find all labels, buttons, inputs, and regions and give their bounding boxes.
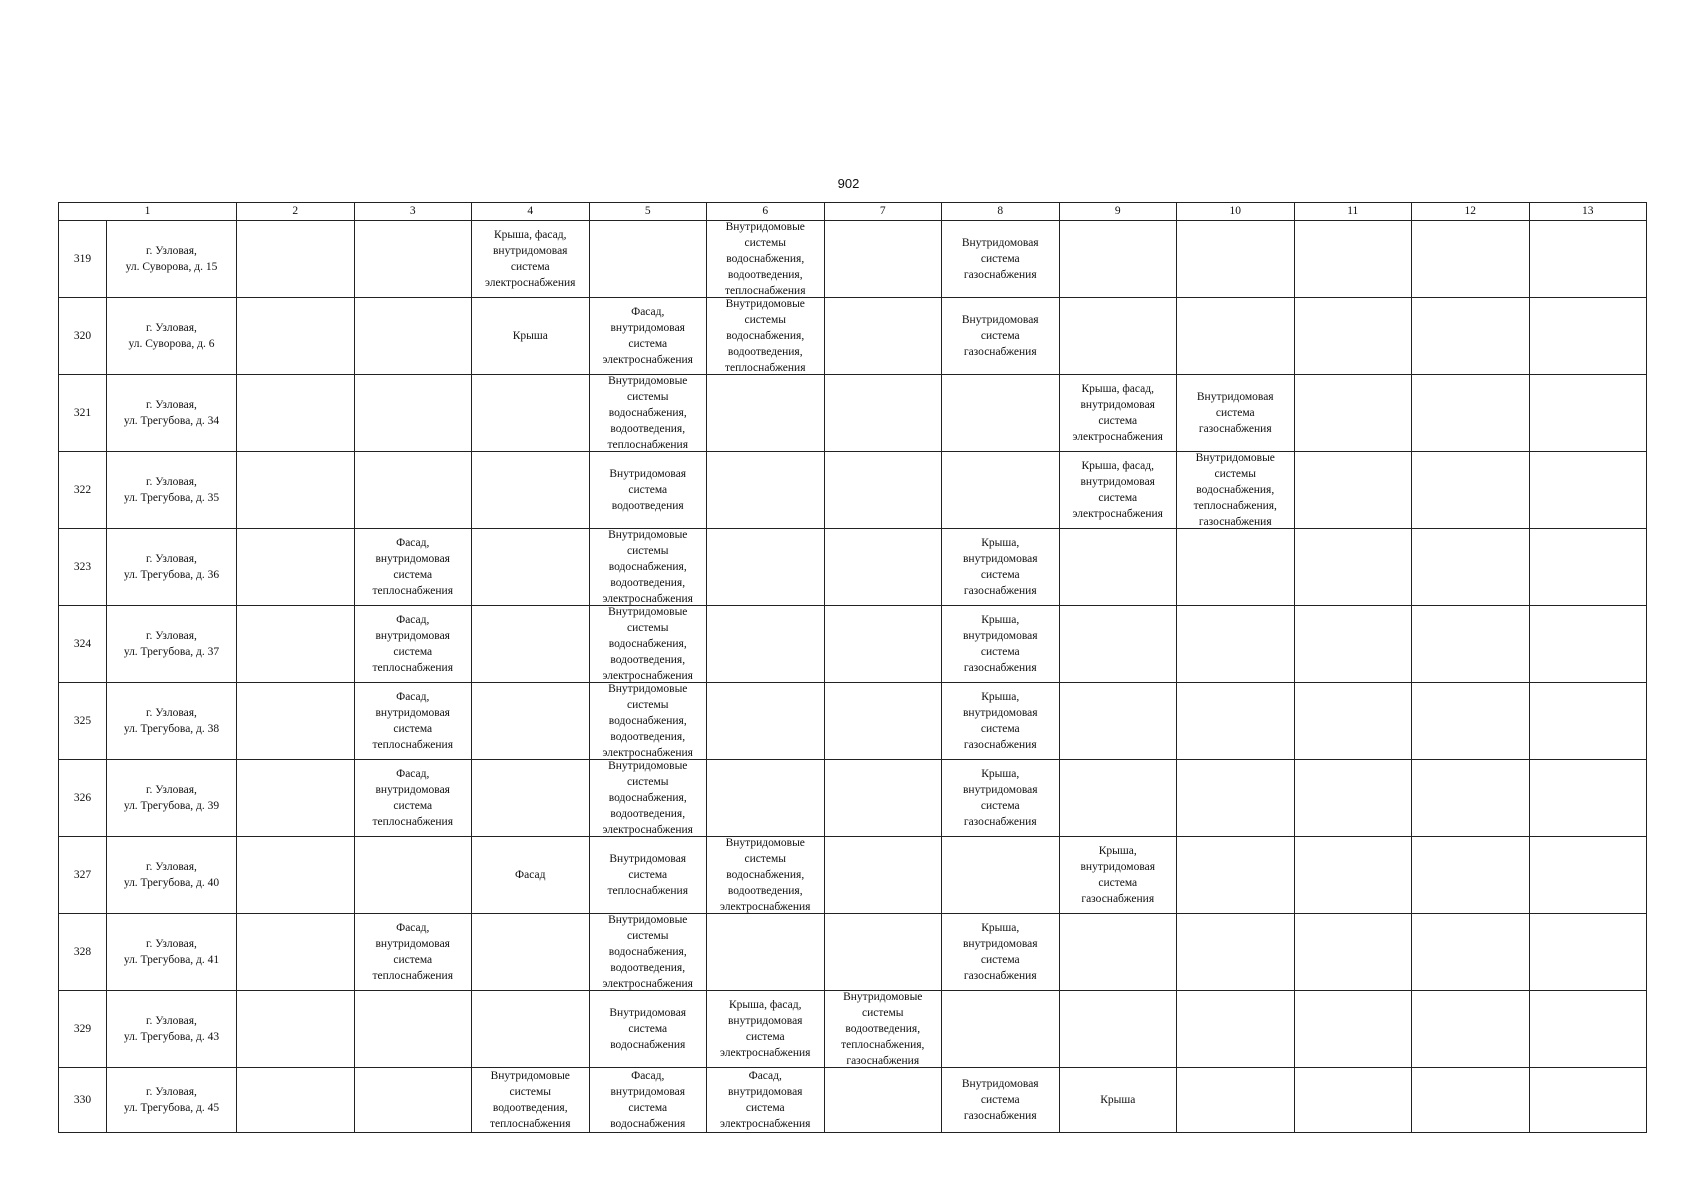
schedule-cell-col-6	[707, 760, 825, 837]
column-header-3: 3	[354, 203, 472, 221]
column-header-2: 2	[237, 203, 355, 221]
table-row	[59, 606, 1647, 683]
schedule-cell-col-12	[1412, 298, 1530, 375]
column-header-5: 5	[589, 203, 707, 221]
table-row	[59, 375, 1647, 452]
schedule-cell-col-2	[237, 452, 355, 529]
work-type-text: Внутридомовые системы водоснабжения, водоотведения, электроснабжения	[602, 529, 693, 605]
work-type-text: Внутридомовые системы водоотведения, теплоснабжения, газоснабжения	[841, 991, 925, 1067]
schedule-cell-col-2	[237, 1068, 355, 1133]
work-type-text: Фасад, внутридомовая система теплоснабжения	[372, 691, 453, 751]
header-row	[59, 203, 1647, 221]
schedule-cell-col-5	[589, 1068, 707, 1133]
schedule-cell-col-10	[1177, 298, 1295, 375]
work-type-text: Внутридомовая система теплоснабжения	[607, 853, 688, 897]
schedule-cell-col-10	[1177, 529, 1295, 606]
schedule-cell-col-10	[1177, 760, 1295, 837]
work-type-text: Крыша, фасад, внутридомовая система электроснабжения	[485, 229, 576, 289]
row-number: 320	[59, 298, 107, 375]
schedule-cell-col-13	[1529, 221, 1647, 298]
schedule-cell-col-2	[237, 683, 355, 760]
schedule-cell-col-3	[354, 452, 472, 529]
schedule-cell-col-13	[1529, 1068, 1647, 1133]
work-type-text: Крыша, фасад, внутридомовая система электроснабжения	[720, 999, 811, 1059]
row-number: 322	[59, 452, 107, 529]
schedule-cell-col-7	[824, 221, 942, 298]
column-header-1: 1	[59, 203, 237, 221]
schedule-cell-col-7	[824, 298, 942, 375]
schedule-cell-col-8	[942, 529, 1060, 606]
repair-schedule-table	[58, 202, 1647, 1133]
schedule-cell-col-11	[1294, 375, 1412, 452]
schedule-cell-col-2	[237, 298, 355, 375]
table-row	[59, 452, 1647, 529]
work-type-text: Крыша, фасад, внутридомовая система электроснабжения	[1072, 460, 1163, 520]
schedule-cell-col-8	[942, 991, 1060, 1068]
schedule-cell-col-5	[589, 221, 707, 298]
schedule-cell-col-10	[1177, 221, 1295, 298]
schedule-cell-col-6	[707, 837, 825, 914]
table-row	[59, 221, 1647, 298]
schedule-cell-col-2	[237, 991, 355, 1068]
address-cell: г. Узловая, ул. Трегубова, д. 35	[107, 452, 237, 529]
work-type-text: Крыша	[512, 330, 548, 342]
schedule-cell-col-3	[354, 991, 472, 1068]
schedule-cell-col-6	[707, 991, 825, 1068]
work-type-text: Крыша, внутридомовая система газоснабжения	[963, 614, 1038, 674]
schedule-cell-col-6	[707, 606, 825, 683]
schedule-cell-col-2	[237, 529, 355, 606]
row-number: 327	[59, 837, 107, 914]
work-type-text: Внутридомовая система водоснабжения	[609, 1007, 687, 1051]
schedule-cell-col-8	[942, 914, 1060, 991]
schedule-cell-col-12	[1412, 914, 1530, 991]
schedule-cell-col-9	[1059, 298, 1177, 375]
schedule-cell-col-11	[1294, 1068, 1412, 1133]
work-type-text: Внутридомовые системы водоснабжения, водоотведения, теплоснабжения	[607, 375, 688, 451]
row-number: 324	[59, 606, 107, 683]
schedule-cell-col-13	[1529, 298, 1647, 375]
table-row	[59, 991, 1647, 1068]
schedule-cell-col-12	[1412, 683, 1530, 760]
schedule-cell-col-10	[1177, 991, 1295, 1068]
schedule-cell-col-11	[1294, 760, 1412, 837]
row-number: 326	[59, 760, 107, 837]
schedule-cell-col-3	[354, 298, 472, 375]
schedule-cell-col-7	[824, 914, 942, 991]
schedule-cell-col-5	[589, 298, 707, 375]
schedule-cell-col-8	[942, 683, 1060, 760]
schedule-cell-col-13	[1529, 452, 1647, 529]
address-cell: г. Узловая, ул. Трегубова, д. 37	[107, 606, 237, 683]
schedule-cell-col-11	[1294, 452, 1412, 529]
schedule-cell-col-8	[942, 375, 1060, 452]
schedule-cell-col-10	[1177, 837, 1295, 914]
work-type-text: Внутридомовая система газоснабжения	[961, 1078, 1039, 1122]
address-cell: г. Узловая, ул. Суворова, д. 15	[107, 221, 237, 298]
schedule-cell-col-13	[1529, 606, 1647, 683]
address-cell: г. Узловая, ул. Трегубова, д. 34	[107, 375, 237, 452]
schedule-cell-col-12	[1412, 1068, 1530, 1133]
work-type-text: Внутридомовая система газоснабжения	[1196, 391, 1274, 435]
schedule-cell-col-6	[707, 683, 825, 760]
schedule-cell-col-11	[1294, 529, 1412, 606]
work-type-text: Фасад, внутридомовая система водоснабжения	[610, 1070, 686, 1130]
schedule-cell-col-2	[237, 914, 355, 991]
schedule-cell-col-5	[589, 529, 707, 606]
work-type-text: Фасад, внутридомовая система теплоснабжения	[372, 537, 453, 597]
schedule-cell-col-6	[707, 375, 825, 452]
schedule-cell-col-12	[1412, 837, 1530, 914]
schedule-cell-col-10	[1177, 1068, 1295, 1133]
schedule-cell-col-5	[589, 683, 707, 760]
schedule-cell-col-9	[1059, 760, 1177, 837]
page-number: 902	[837, 176, 860, 191]
row-number: 330	[59, 1068, 107, 1133]
address-cell: г. Узловая, ул. Трегубова, д. 45	[107, 1068, 237, 1133]
schedule-cell-col-10	[1177, 683, 1295, 760]
work-type-text: Крыша, внутридомовая система газоснабжения	[963, 768, 1038, 828]
schedule-cell-col-2	[237, 760, 355, 837]
schedule-cell-col-12	[1412, 452, 1530, 529]
schedule-cell-col-3	[354, 1068, 472, 1133]
schedule-cell-col-3	[354, 837, 472, 914]
address-cell: г. Узловая, ул. Трегубова, д. 36	[107, 529, 237, 606]
work-type-text: Крыша, внутридомовая система газоснабжения	[1080, 845, 1155, 905]
schedule-cell-col-13	[1529, 991, 1647, 1068]
schedule-cell-col-4	[472, 221, 590, 298]
table-row	[59, 298, 1647, 375]
table-row	[59, 683, 1647, 760]
schedule-cell-col-11	[1294, 221, 1412, 298]
schedule-cell-col-8	[942, 298, 1060, 375]
address-cell: г. Узловая, ул. Трегубова, д. 40	[107, 837, 237, 914]
work-type-text: Внутридомовая система газоснабжения	[961, 237, 1039, 281]
schedule-cell-col-4	[472, 683, 590, 760]
table-body	[59, 221, 1647, 1133]
schedule-cell-col-5	[589, 375, 707, 452]
schedule-cell-col-10	[1177, 375, 1295, 452]
schedule-cell-col-10	[1177, 914, 1295, 991]
column-header-9: 9	[1059, 203, 1177, 221]
schedule-cell-col-4	[472, 914, 590, 991]
row-number: 325	[59, 683, 107, 760]
column-header-7: 7	[824, 203, 942, 221]
schedule-cell-col-9	[1059, 529, 1177, 606]
schedule-cell-col-12	[1412, 760, 1530, 837]
schedule-cell-col-9	[1059, 606, 1177, 683]
schedule-cell-col-5	[589, 760, 707, 837]
schedule-cell-col-12	[1412, 375, 1530, 452]
schedule-cell-col-11	[1294, 606, 1412, 683]
row-number: 323	[59, 529, 107, 606]
column-header-13: 13	[1529, 203, 1647, 221]
work-type-text: Внутридомовая система водоотведения	[609, 468, 687, 512]
schedule-cell-col-6	[707, 221, 825, 298]
schedule-cell-col-13	[1529, 529, 1647, 606]
schedule-cell-col-4	[472, 606, 590, 683]
table-row	[59, 837, 1647, 914]
work-type-text: Фасад	[515, 869, 546, 881]
schedule-cell-col-5	[589, 991, 707, 1068]
schedule-cell-col-9	[1059, 683, 1177, 760]
address-cell: г. Узловая, ул. Трегубова, д. 39	[107, 760, 237, 837]
address-cell: г. Узловая, ул. Трегубова, д. 38	[107, 683, 237, 760]
schedule-cell-col-12	[1412, 991, 1530, 1068]
work-type-text: Фасад, внутридомовая система теплоснабжения	[372, 614, 453, 674]
work-type-text: Внутридомовые системы водоснабжения, водоотведения, электроснабжения	[720, 837, 811, 913]
schedule-cell-col-7	[824, 837, 942, 914]
schedule-cell-col-7	[824, 1068, 942, 1133]
schedule-cell-col-3	[354, 606, 472, 683]
schedule-cell-col-11	[1294, 298, 1412, 375]
column-header-4: 4	[472, 203, 590, 221]
address-cell: г. Узловая, ул. Трегубова, д. 41	[107, 914, 237, 991]
row-number: 329	[59, 991, 107, 1068]
work-type-text: Внутридомовые системы водоснабжения, теплоснабжения, газоснабжения	[1193, 452, 1277, 528]
schedule-cell-col-6	[707, 914, 825, 991]
schedule-cell-col-6	[707, 1068, 825, 1133]
schedule-cell-col-2	[237, 606, 355, 683]
schedule-cell-col-11	[1294, 914, 1412, 991]
work-type-text: Внутридомовые системы водоснабжения, водоотведения, электроснабжения	[602, 606, 693, 682]
work-type-text: Крыша, фасад, внутридомовая система электроснабжения	[1072, 383, 1163, 443]
schedule-cell-col-9	[1059, 452, 1177, 529]
schedule-cell-col-3	[354, 914, 472, 991]
work-type-text: Крыша, внутридомовая система газоснабжения	[963, 922, 1038, 982]
schedule-cell-col-2	[237, 837, 355, 914]
address-cell: г. Узловая, ул. Суворова, д. 6	[107, 298, 237, 375]
schedule-cell-col-4	[472, 529, 590, 606]
schedule-cell-col-6	[707, 298, 825, 375]
schedule-cell-col-8	[942, 221, 1060, 298]
work-type-text: Крыша, внутридомовая система газоснабжения	[963, 691, 1038, 751]
schedule-cell-col-10	[1177, 452, 1295, 529]
schedule-cell-col-3	[354, 221, 472, 298]
schedule-cell-col-9	[1059, 837, 1177, 914]
schedule-cell-col-3	[354, 760, 472, 837]
schedule-cell-col-4	[472, 837, 590, 914]
row-number: 321	[59, 375, 107, 452]
schedule-cell-col-13	[1529, 375, 1647, 452]
schedule-cell-col-3	[354, 683, 472, 760]
work-type-text: Внутридомовые системы водоснабжения, водоотведения, электроснабжения	[602, 683, 693, 759]
schedule-cell-col-4	[472, 760, 590, 837]
schedule-cell-col-13	[1529, 683, 1647, 760]
work-type-text: Внутридомовые системы водоснабжения, водоотведения, теплоснабжения	[725, 221, 806, 297]
column-header-11: 11	[1294, 203, 1412, 221]
schedule-cell-col-5	[589, 914, 707, 991]
schedule-cell-col-7	[824, 452, 942, 529]
table-row	[59, 1068, 1647, 1133]
schedule-cell-col-7	[824, 606, 942, 683]
schedule-cell-col-7	[824, 683, 942, 760]
schedule-cell-col-8	[942, 837, 1060, 914]
table-row	[59, 760, 1647, 837]
schedule-cell-col-4	[472, 1068, 590, 1133]
schedule-cell-col-7	[824, 760, 942, 837]
column-header-10: 10	[1177, 203, 1295, 221]
schedule-cell-col-11	[1294, 991, 1412, 1068]
schedule-cell-col-6	[707, 452, 825, 529]
column-header-8: 8	[942, 203, 1060, 221]
table-header	[59, 203, 1647, 221]
schedule-cell-col-7	[824, 375, 942, 452]
column-header-12: 12	[1412, 203, 1530, 221]
schedule-cell-col-4	[472, 452, 590, 529]
schedule-cell-col-9	[1059, 1068, 1177, 1133]
work-type-text: Фасад, внутридомовая система теплоснабжения	[372, 922, 453, 982]
work-type-text: Фасад, внутридомовая система теплоснабжения	[372, 768, 453, 828]
work-type-text: Внутридомовые системы водоснабжения, водоотведения, электроснабжения	[602, 914, 693, 990]
schedule-cell-col-8	[942, 606, 1060, 683]
schedule-cell-col-12	[1412, 606, 1530, 683]
schedule-cell-col-6	[707, 529, 825, 606]
column-header-6: 6	[707, 203, 825, 221]
schedule-cell-col-13	[1529, 837, 1647, 914]
schedule-cell-col-2	[237, 375, 355, 452]
work-type-text: Внутридомовые системы водоснабжения, водоотведения, электроснабжения	[602, 760, 693, 836]
work-type-text: Крыша, внутридомовая система газоснабжения	[963, 537, 1038, 597]
work-type-text: Внутридомовая система газоснабжения	[961, 314, 1039, 358]
work-type-text: Внутридомовые системы водоснабжения, водоотведения, теплоснабжения	[725, 298, 806, 374]
schedule-cell-col-3	[354, 529, 472, 606]
work-type-text: Фасад, внутридомовая система электроснабжения	[602, 306, 693, 366]
schedule-cell-col-5	[589, 606, 707, 683]
schedule-cell-col-7	[824, 529, 942, 606]
schedule-cell-col-9	[1059, 375, 1177, 452]
schedule-cell-col-9	[1059, 914, 1177, 991]
schedule-cell-col-13	[1529, 760, 1647, 837]
work-type-text: Фасад, внутридомовая система электроснабжения	[720, 1070, 811, 1130]
schedule-cell-col-13	[1529, 914, 1647, 991]
row-number: 319	[59, 221, 107, 298]
schedule-cell-col-2	[237, 221, 355, 298]
work-type-text: Крыша	[1100, 1094, 1136, 1106]
schedule-cell-col-8	[942, 760, 1060, 837]
address-cell: г. Узловая, ул. Трегубова, д. 43	[107, 991, 237, 1068]
table-row	[59, 914, 1647, 991]
schedule-cell-col-5	[589, 837, 707, 914]
schedule-cell-col-4	[472, 991, 590, 1068]
schedule-cell-col-5	[589, 452, 707, 529]
schedule-cell-col-11	[1294, 683, 1412, 760]
schedule-cell-col-7	[824, 991, 942, 1068]
schedule-cell-col-11	[1294, 837, 1412, 914]
schedule-cell-col-12	[1412, 221, 1530, 298]
schedule-cell-col-4	[472, 375, 590, 452]
schedule-cell-col-9	[1059, 991, 1177, 1068]
table-row	[59, 529, 1647, 606]
work-type-text: Внутридомовые системы водоотведения, теплоснабжения	[490, 1070, 571, 1130]
schedule-cell-col-9	[1059, 221, 1177, 298]
row-number: 328	[59, 914, 107, 991]
schedule-cell-col-4	[472, 298, 590, 375]
schedule-cell-col-8	[942, 1068, 1060, 1133]
schedule-cell-col-8	[942, 452, 1060, 529]
schedule-cell-col-10	[1177, 606, 1295, 683]
schedule-cell-col-3	[354, 375, 472, 452]
schedule-cell-col-12	[1412, 529, 1530, 606]
